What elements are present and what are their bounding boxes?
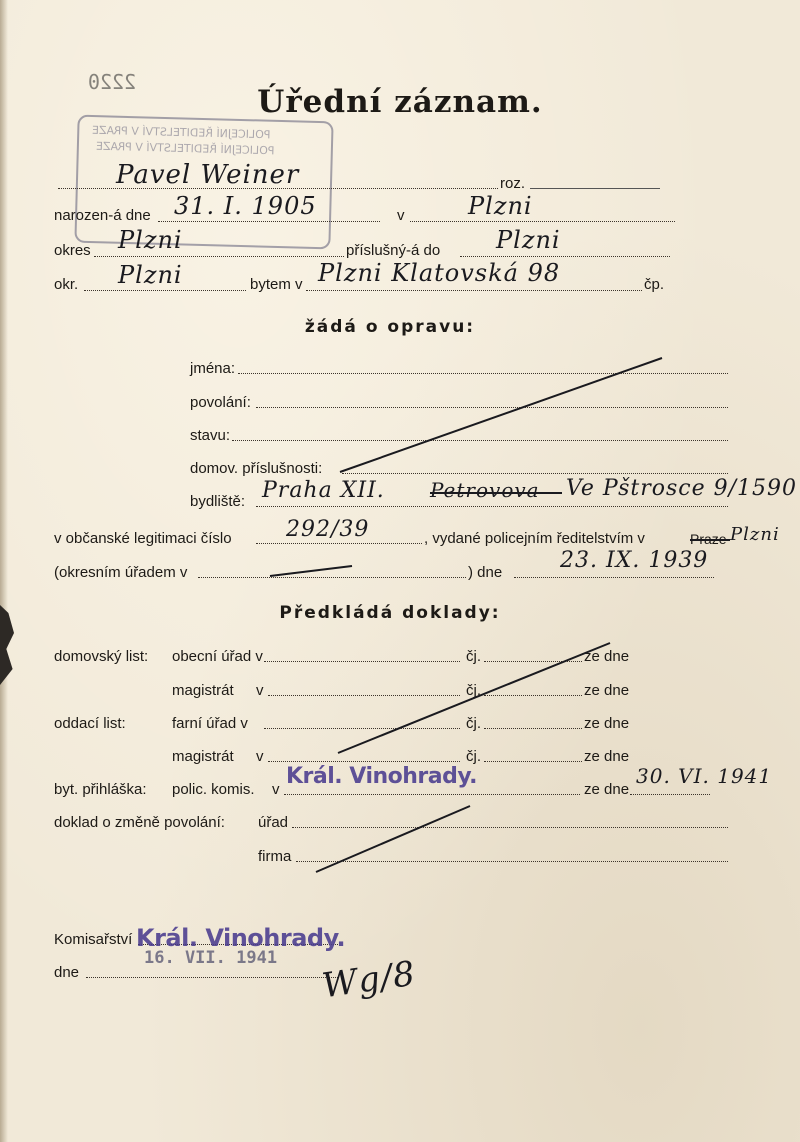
- okresni-label: (okresním úřadem v: [54, 564, 188, 581]
- dne-label: ) dne: [468, 564, 503, 581]
- vydane-struck: Praze: [690, 531, 727, 547]
- cj-label-4: čj.: [466, 748, 481, 765]
- hw-bydliste-b: Ve Pštrosce 9/1590: [566, 476, 798, 501]
- komisarstvi-label: Komisařství: [54, 931, 133, 948]
- zedne-label-4: ze dne: [584, 748, 630, 765]
- stavu-label: stavu:: [190, 427, 231, 444]
- reference-number: 2220: [88, 70, 137, 94]
- magistrat-label-1: magistrát: [172, 682, 234, 699]
- cj-label-1: čj.: [466, 648, 481, 665]
- roz-label: roz.: [500, 175, 526, 192]
- prislusny-label: příslušný-á do: [346, 242, 441, 259]
- farni-label: farní úřad v: [172, 715, 248, 732]
- zedne-label-1: ze dne: [584, 648, 630, 665]
- okres-label: okres: [54, 242, 91, 259]
- v-label-2: v: [256, 682, 264, 699]
- hw-okr: Plzni: [118, 261, 183, 289]
- hw-legitimace-cislo: 292/39: [286, 517, 370, 542]
- oddaci-label: oddací list:: [54, 715, 126, 732]
- zedne-label-3: ze dne: [584, 715, 630, 732]
- domov-label: domov. příslušnosti:: [190, 460, 323, 477]
- section-correction-heading: žádá o opravu:: [304, 317, 476, 337]
- strike-zmena: [316, 806, 470, 872]
- bydliste-label: bydliště:: [190, 493, 246, 510]
- strike-okresni: [270, 566, 352, 576]
- v-label-3: v: [256, 748, 264, 765]
- hw-birth-place: Plzni: [468, 192, 533, 220]
- strike-documents: [338, 643, 610, 753]
- magistrat-label-2: magistrát: [172, 748, 234, 765]
- firma-label: firma: [258, 848, 292, 865]
- vydane-label: , vydané policejním ředitelstvím v: [424, 530, 645, 547]
- v-label-4: v: [272, 781, 280, 798]
- hw-birth-date: 31. I. 1905: [174, 192, 317, 220]
- header-stamp-text-1: POLICEJNÍ ŘEDITELSTVÍ V PRAZE: [91, 123, 271, 142]
- okr-label: okr.: [54, 276, 79, 293]
- document-title: Úřední záznam.: [257, 84, 543, 120]
- povolani-label: povolání:: [190, 394, 251, 411]
- cj-label-2: čj.: [466, 682, 481, 699]
- stamp-vinohrady-2: Král. Vinohrady.: [136, 924, 346, 952]
- hw-bydliste-a: Praha XII.: [262, 478, 385, 503]
- cj-label-3: čj.: [466, 715, 481, 732]
- hw-name: Pavel Weiner: [116, 160, 300, 190]
- zmena-label: doklad o změně povolání:: [54, 814, 225, 831]
- stamp-date: 16. VII. 1941: [144, 948, 278, 968]
- hw-okres: Plzni: [118, 226, 183, 254]
- stamp-vinohrady-1: Král. Vinohrady.: [286, 764, 478, 789]
- footer-dne-label: dne: [54, 964, 80, 981]
- hw-bytem: Plzni Klatovská 98: [318, 259, 561, 287]
- polic-label: polic. komis.: [172, 781, 255, 798]
- urad-label: úřad: [258, 814, 289, 831]
- prihlaska-label: byt. přihláška:: [54, 781, 147, 798]
- header-stamp-text-2: POLICEJNÍ ŘEDITELSTVÍ V PRAZE: [95, 139, 275, 158]
- hw-prislusny: Plzni: [496, 226, 561, 254]
- section-documents-heading: Předkládá doklady:: [279, 603, 501, 623]
- zedne-label-5: ze dne: [584, 781, 630, 798]
- legitimace-label: v občanské legitimaci číslo: [54, 530, 232, 547]
- hw-bydliste-struck: Petrovova: [430, 478, 540, 502]
- bytem-label: bytem v: [250, 276, 303, 293]
- cp-label: čp.: [644, 276, 665, 293]
- narozen-label: narozen-á dne: [54, 207, 151, 224]
- hw-prihlaska-dne: 30. VI. 1941: [636, 764, 773, 788]
- domovsky-label: domovský list:: [54, 648, 149, 665]
- obecni-label: obecní úřad v: [172, 648, 263, 665]
- strike-correction-fields: [340, 358, 662, 472]
- v-label: v: [397, 207, 405, 224]
- zedne-label-2: ze dne: [584, 682, 630, 699]
- hw-legitimace-dne: 23. IX. 1939: [560, 548, 709, 573]
- hw-signature: Wg/8: [319, 953, 419, 1007]
- jmena-label: jména:: [190, 360, 236, 377]
- hw-vydane-v: Plzni: [730, 524, 780, 545]
